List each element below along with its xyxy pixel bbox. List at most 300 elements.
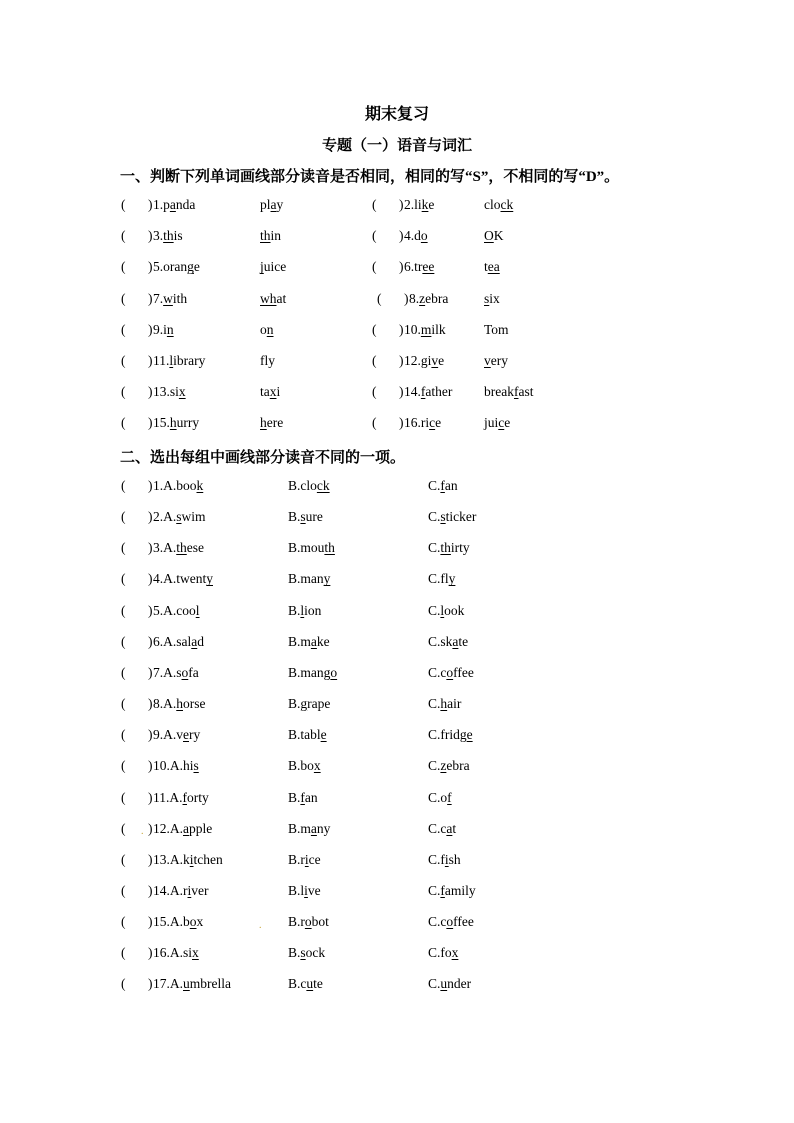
word-part: ry [189,727,201,743]
word-part: li [414,197,422,212]
underlined-letters: a [310,820,317,836]
word-part: ibrary [173,353,206,368]
word-part: ock [305,945,326,961]
word-part: i [163,321,167,337]
word-a [404,322,446,338]
underlined-letters: o [446,664,454,680]
answer-blank-open[interactable]: ( [372,197,377,212]
word-part: d [197,633,204,649]
underlined-letters: x [451,945,459,961]
option-b [288,821,330,837]
item-number: 15. [153,914,170,930]
word-b [484,415,510,431]
underlined-letters: o [189,914,197,930]
word-part: B. [288,696,301,712]
word-part: B. [288,945,301,961]
item-number: 9. [153,727,164,743]
word-part: ion [304,602,322,618]
choice-row [0,478,794,500]
word-part: ffee [453,914,474,930]
underlined-letters: th [176,540,187,556]
word-b [260,415,283,431]
underlined-letters: i [304,851,309,867]
answer-blank-open[interactable]: ( [121,727,126,743]
item-number: 1. [153,197,164,212]
word-b [260,384,280,400]
word-part: B.r [288,851,305,867]
option-b [288,540,335,556]
word-part: C.c [428,664,447,680]
option-b [288,634,330,650]
underlined-letters: th [324,540,335,556]
item-number: 12. [153,820,170,836]
word-part: B.bo [288,758,314,774]
underlined-letters: v [484,353,491,368]
option-b [288,509,323,525]
judge-row [0,322,794,344]
answer-blank-open[interactable]: ( [121,789,126,805]
underlined-letters: o [304,914,312,930]
item-number: 1. [153,478,164,493]
option-c [428,821,456,837]
answer-blank-open[interactable]: ( [121,321,126,337]
word-part: A.b [169,914,190,930]
underlined-letters: x [192,945,199,961]
choice-row [0,571,794,593]
word-part: oran [163,259,188,275]
word-part: o [260,321,267,337]
answer-blank-close: ) [148,228,153,244]
judge-row [0,228,794,250]
word-b [260,291,286,307]
word-part: at [276,290,287,306]
word-part: ke [316,633,330,649]
option-b [288,758,321,774]
item-number: 9. [153,321,164,337]
judge-row [0,384,794,406]
item-number: 8. [153,696,164,712]
answer-blank-open[interactable]: ( [121,290,126,306]
underlined-letters: l [300,602,305,618]
underlined-letters: a [169,197,176,212]
judge-row [0,197,794,219]
word-part: A.hi [169,758,194,774]
underlined-letters: a [310,633,317,649]
option-c [428,852,461,868]
underlined-letters: O [484,228,494,244]
underlined-letters: y [206,571,213,587]
underlined-letters: x [313,758,321,774]
judge-row [0,259,794,281]
answer-blank-open[interactable]: ( [121,696,126,712]
choice-row [0,540,794,562]
choice-row [0,727,794,749]
underlined-letters: i [189,851,194,867]
item-number: 14. [153,882,170,898]
word-b [484,384,533,400]
answer-blank-open[interactable]: ( [121,976,126,992]
word-part: A.si [169,945,193,961]
answer-blank-close: ) [148,945,153,961]
item-number: 3. [153,540,164,556]
word-part: C. [428,976,441,992]
choice-row [0,509,794,531]
answer-blank-open[interactable]: ( [121,914,126,930]
word-part: gi [420,353,432,368]
word-part: e [428,197,435,212]
underlined-letters: i [444,851,449,867]
underlined-letters: e [320,727,327,743]
answer-blank-open[interactable]: ( [121,633,126,649]
word-b [260,322,274,338]
answer-blank-open[interactable]: ( [121,478,126,493]
word-part: te [458,633,469,649]
judge-row [0,415,794,437]
option-a [153,852,223,868]
word-part: ve [307,882,321,898]
underlined-letters: s [484,290,490,306]
option-a [153,883,209,899]
answer-blank-open[interactable]: ( [372,228,377,244]
word-part: ce [308,851,321,867]
answer-blank-open[interactable]: ( [121,540,126,556]
word-part: A.twent [163,571,207,587]
word-a [153,228,183,244]
word-part: C.fo [428,945,452,961]
item-number: 16. [153,945,170,961]
underlined-letters: ck [500,197,514,212]
answer-blank-open[interactable]: ( [121,664,126,680]
option-c [428,509,476,525]
word-part: ather [425,384,453,400]
word-b [260,228,281,244]
answer-blank-close: ) [404,290,409,306]
underlined-letters: u [440,976,448,992]
option-a [153,696,206,712]
answer-blank-open[interactable]: ( [372,353,377,368]
underlined-letters: l [169,353,174,368]
word-part: K [493,228,504,244]
word-part: B.man [288,571,324,587]
option-a [153,727,200,743]
underlined-letters: th [440,540,451,556]
word-a [153,291,187,307]
option-a [153,758,199,774]
answer-blank-close: ) [148,789,153,805]
word-part: nder [447,976,472,992]
word-part: ebra [446,758,470,774]
underlined-letters: th [163,228,174,244]
answer-blank-open[interactable]: ( [121,259,126,275]
option-a [153,790,209,806]
underlined-letters: m [420,321,432,337]
option-b [288,945,325,961]
option-c [428,727,473,743]
word-part: i [276,384,281,400]
item-number: 5. [153,602,164,618]
word-a [409,291,448,307]
word-a [153,259,200,275]
word-part: A. [169,789,183,805]
item-number: 14. [404,384,421,400]
answer-blank-close: ) [148,882,153,898]
underlined-letters: s [440,509,446,525]
word-part: ta [260,384,270,400]
answer-blank-open[interactable]: ( [121,197,126,212]
answer-blank-open[interactable]: ( [121,353,126,368]
answer-blank-close: ) [148,914,153,930]
underlined-letters: k [421,197,429,212]
underlined-letters: f [440,478,445,493]
word-part: C. [428,509,441,525]
word-part: si [169,384,179,400]
item-number: 2. [153,509,164,525]
answer-blank-open[interactable]: ( [121,851,126,867]
judge-row [0,291,794,313]
word-part: e [438,353,445,368]
option-b [288,603,321,619]
answer-blank-open[interactable]: ( [121,415,126,431]
option-a [153,914,203,930]
word-a [153,197,195,213]
answer-blank-open[interactable]: ( [121,820,126,836]
underlined-letters: x [178,384,186,400]
word-part: B.m [288,820,311,836]
option-a [153,540,204,556]
option-c [428,603,464,619]
choice-row [0,976,794,998]
item-number: 6. [153,633,164,649]
underlined-letters: l [195,602,200,618]
word-part: C.c [428,820,447,836]
word-part: ny [316,820,331,836]
word-part: ure [305,509,323,525]
word-part: e [504,415,511,431]
underlined-letters: o [420,228,428,244]
word-part: an [444,478,458,493]
word-a [404,228,428,244]
word-part: bot [311,914,329,930]
underlined-letters: f [447,789,452,805]
word-part: A. [169,820,183,836]
underlined-letters: f [300,789,305,805]
choice-row [0,883,794,905]
underlined-letters: j [260,259,264,275]
answer-blank-open[interactable]: ( [121,602,126,618]
item-number: 4. [153,571,164,587]
option-a [153,603,200,619]
word-part: B.clo [288,478,317,493]
word-part: A. [163,696,177,712]
option-c [428,540,470,556]
word-part: wim [181,509,206,525]
word-a [153,415,199,431]
item-number: 3. [153,228,164,244]
word-part: B.mang [288,664,331,680]
answer-blank-close: ) [148,509,153,525]
option-b [288,852,321,868]
underlined-letters: s [300,945,306,961]
answer-blank-open[interactable]: ( [121,882,126,898]
underlined-letters: f [420,384,426,400]
word-part: t [452,820,457,836]
word-part: A.s [163,664,182,680]
answer-blank-open[interactable]: ( [372,384,377,400]
answer-blank-open[interactable]: ( [121,228,126,244]
item-number: 8. [409,290,420,306]
word-part: ese [186,540,205,556]
underlined-letters: h [260,415,267,431]
underlined-letters: wh [260,290,277,306]
word-part: e [435,415,442,431]
word-part: ilk [431,321,446,337]
item-number: 13. [153,384,170,400]
answer-blank-open[interactable]: ( [121,384,126,400]
option-c [428,976,471,992]
option-a [153,478,203,494]
word-part: break [484,384,514,400]
underlined-letters: h [440,696,448,712]
underlined-letters: h [176,696,183,712]
answer-blank-close: ) [399,197,404,212]
choice-row [0,603,794,625]
option-a [153,571,213,587]
word-part: B. [288,789,301,805]
underlined-letters: ee [422,259,435,275]
word-part: B.mou [288,540,325,556]
underlined-letters: g [187,259,194,275]
item-number: 11. [153,353,170,368]
option-c [428,883,476,899]
word-a [153,353,205,369]
word-part: A.coo [163,602,196,618]
word-part: C.o [428,789,448,805]
word-part: orse [183,696,206,712]
underlined-letters: o [181,664,189,680]
word-part: B. [288,602,301,618]
option-c [428,665,474,681]
underlined-letters: th [260,228,271,244]
word-part: A.k [169,851,190,867]
word-a [153,322,174,338]
word-part: in [270,228,282,244]
underlined-letters: a [452,633,459,649]
answer-blank-close: ) [399,259,404,275]
word-b [260,197,283,213]
word-part: Tom [484,321,509,337]
answer-blank-close: ) [148,353,153,368]
underlined-letters: l [440,602,445,618]
word-part: ver [191,882,209,898]
item-number: 2. [404,197,415,212]
option-b [288,883,321,899]
word-part: ook [444,602,465,618]
word-part: air [447,696,462,712]
option-c [428,945,458,961]
option-a [153,976,231,992]
answer-blank-open[interactable]: ( [121,571,126,587]
word-a [153,384,186,400]
underlined-letters: a [183,820,189,836]
word-part: pl [260,197,271,212]
word-a [404,384,452,400]
answer-blank-close: ) [399,321,404,337]
underlined-letters: n [266,321,274,337]
word-part: ri [420,415,430,431]
underlined-letters: c [498,415,505,431]
word-part: C.fridg [428,727,467,743]
answer-blank-open[interactable]: ( [121,509,126,525]
answer-blank-close: ) [148,727,153,743]
answer-blank-open[interactable]: ( [121,945,126,961]
option-c [428,758,470,774]
word-a [404,353,444,369]
underlined-letters: a [191,633,198,649]
underlined-letters: k [196,478,204,493]
item-number: 10. [153,758,170,774]
choice-row [0,696,794,718]
word-b [484,197,513,213]
stray-mark: . [259,920,262,931]
answer-blank-close: ) [148,290,153,306]
word-a [404,259,434,275]
underlined-letters: i [304,882,308,898]
underlined-letters: f [513,384,519,400]
underlined-letters: e [466,727,473,743]
underlined-letters: c [429,415,436,431]
underlined-letters: g [300,696,308,712]
word-part: ith [172,290,188,306]
answer-blank-close: ) [148,384,153,400]
choice-row [0,945,794,967]
word-part: orty [187,789,209,805]
word-b [484,259,500,275]
word-part: nda [175,197,196,212]
word-part: C.f [428,851,445,867]
word-part: pple [189,820,213,836]
underlined-letters: o [446,914,454,930]
word-b [260,259,286,275]
answer-blank-close: ) [148,602,153,618]
option-b [288,696,330,712]
answer-blank-open[interactable]: ( [372,259,377,275]
word-part: B. [288,509,301,525]
answer-blank-open[interactable]: ( [121,758,126,774]
underlined-letters: z [440,758,447,774]
word-b [484,291,500,307]
word-part: A. [163,509,177,525]
answer-blank-open[interactable]: ( [372,415,377,431]
answer-blank-close: ) [399,384,404,400]
underlined-letters: a [270,197,277,212]
answer-blank-open[interactable]: ( [372,321,377,337]
option-b [288,914,329,930]
underlined-letters: i [187,882,192,898]
underlined-letters: a [446,820,453,836]
answer-blank-open[interactable]: ( [377,290,382,306]
answer-blank-close: ) [148,976,153,992]
word-part: amily [444,882,476,898]
item-number: 7. [153,664,164,680]
option-a [153,634,204,650]
item-number: 10. [404,321,421,337]
answer-blank-close: ) [148,758,153,774]
section2-heading: 二、选出每组中画线部分读音不同的一项。 [120,450,406,466]
answer-blank-close: ) [148,321,153,337]
underlined-letters: u [306,976,314,992]
item-number: 7. [153,290,164,306]
choice-row [0,821,794,843]
